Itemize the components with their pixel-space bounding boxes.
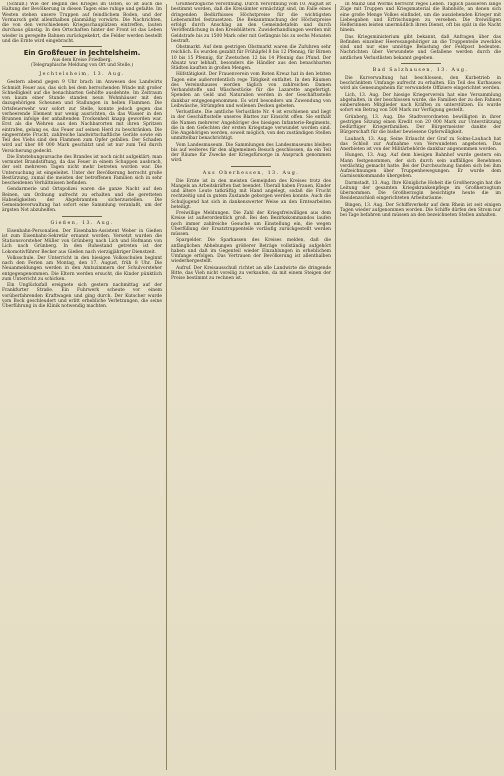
paragraph: Volksschule. Der Unterricht in den hiesigen Volksschulen beginnt nach den Ferien am Montag, den 17. August, früh 8 Uhr. Die Neuanmeldungen werden in den Amtszimmern der Schulvorsteher entgegengenommen. Die Eltern werden ersucht, die Kinder pünktlich zum Unterricht zu schicken.: [2, 255, 162, 282]
paragraph: Gestern abend gegen 9 Uhr brach im Anwesen des Landwirts Schmidt Feuer aus, das sich bei dem herrschenden Winde mit großer Schnelligkeit auf die benachbarten Gehöfte ausdehnte. Im Zeitraum von kaum einer Stunde standen neun Wohnhäuser mit den dazugehörigen Scheunen und Stallungen in hellen Flammen. Die Ortsfeuerwehr war sofort zur Stelle, konnte jedoch gegen das verheerende Element nur wenig ausrichten, da das Wasser in den Brunnen infolge der anhaltenden Trockenheit knapp geworden war. Erst als die Wehren aus den Nachbarorten mit ihren Spritzen eintrafen, gelang es, das Feuer auf seinen Herd zu beschränken. Die eingeerntete Frucht, zahlreiche landwirtschaftliche Geräte sowie ein Teil des Viehs sind den Flammen zum Opfer gefallen. Der Schaden wird auf über 80 000 Mark geschätzt und ist nur zum Teil durch Versicherung gedeckt.: [2, 80, 162, 154]
dateline: Gießen, 13. Aug.: [50, 220, 114, 226]
paragraph: Das Kriegsministerium gibt bekannt, daß Anfragen über das Befinden einzelner Heeresangehöriger an die Truppenteile zwecklos sind und nur eine unnötige Belastung der Feldpost bedeuten. Nachrichten über Verwundete und Gefallene werden durch die amtlichen Verlustlisten bekannt gegeben.: [340, 34, 501, 61]
article-subheading: Aus dem Kreise Friedberg.: [52, 58, 112, 63]
paragraph: Ein Unglücksfall ereignete sich gestern nachmittag auf der Frankfurter Straße. Ein Fuhrwerk scheute vor einem vorüberfahrenden Kraftwagen und ging durch. Der Kutscher wurde vom Bock geschleudert und erlitt erhebliche Verletzungen, die seine Überführung in die Klinik notwendig machten.: [2, 283, 162, 310]
column-2: [171, 2, 331, 772]
paragraph: Gendarmerie und Ortspolizei waren die ganze Nacht auf den Beinen, um Ordnung aufrecht zu erhalten und die geretteten Habseligkeiten der Abgebrannten sicherzustellen. Die Gemeindeverwaltung hat sofort eine Sammlung veranlaßt, um der ärgsten Not abzuhelfen.: [2, 187, 162, 214]
paragraph: In Mainz und Worms herrscht reges Leben. Täglich passieren lange Züge mit Truppen und Kriegsmaterial die Bahnhöfe, an denen sich eine große Menge Volkes einfindet, um die ausziehenden Krieger mit Liebesgaben und Erfrischungen zu versehen. Die freiwilligen Helferinnen leisten unermüdlich ihren Dienst, oft bis spät in die Nacht hinein.: [340, 2, 501, 34]
paragraph: Großherzogliche Verordnung. Durch Verordnung vom 10. August ist bestimmt worden, daß die Kreisämter ermächtigt sind, im Falle eines dringenden Bedürfnisses Höchstpreise für die wichtigsten Lebensmittel festzusetzen. Die Bekanntmachung der Höchstpreise erfolgt durch Anschlag an den Gemeindetafeln und durch Veröffentlichung in den Kreisblättern. Zuwiderhandlungen werden mit Geldstrafe bis zu 1500 Mark oder mit Gefängnis bis zu sechs Monaten bestraft.: [171, 2, 331, 44]
paragraph: Die Entstehungsursache des Brandes ist noch nicht aufgeklärt; man vermutet Brandstiftung, da das Feuer in einem Schuppen ausbrach, der seit mehreren Tagen nicht mehr betreten worden war. Die Untersuchung ist eingeleitet. Unter der Bevölkerung herrscht große Bestürzung, zumal die meisten der betroffenen Familien sich in sehr bescheidenen Verhältnissen befinden.: [2, 154, 162, 187]
divider: [231, 166, 271, 167]
dateline: Jechtelsheim, 13. Aug.: [39, 72, 125, 78]
divider: [62, 46, 102, 47]
paragraph: Spargelder. Die Sparkassen des Kreises melden, daß die anfänglichen Abhebungen größerer Beträge vollständig aufgehört haben und daß im Gegenteil wieder Einzahlungen in erheblichem Umfange erfolgen. Das Vertrauen der Bevölkerung ist allenthalben wiederhergestellt.: [171, 238, 331, 265]
paragraph: Bingen, 13. Aug. Der Schiffsverkehr auf dem Rhein ist seit einigen Tagen wieder aufgenommen worden. Die Schiffe dürfen den Strom nur bei Tage befahren und müssen an den bezeichneten Stellen anhalten.: [340, 202, 501, 218]
paragraph: Die Ernte ist in den meisten Gemeinden des Kreises trotz des Mangels an Arbeitskräften fast beendet. Überall haben Frauen, Kinder und ältere Leute tatkräftig mit Hand angelegt, sodaß die Frucht rechtzeitig und in gutem Zustande geborgen werden konnte. Auch die Schuljugend hat sich in dankenswerter Weise an den Erntearbeiten beteiligt.: [171, 178, 331, 210]
paragraph: Lich, 13. Aug. Der hiesige Kriegerverein hat eine Versammlung abgehalten, in der beschlossen wurde, die Familien der zu den Fahnen einberufenen Mitglieder nach Kräften zu unterstützen. Es wurde sofort ein Betrag von 500 Mark zur Verfügung gestellt.: [340, 92, 501, 114]
paragraph: Hilfstätigkeit. Der Frauenverein vom Roten Kreuz hat in den letzten Tagen eine außerordentlich rege Tätigkeit entfaltet. In den Räumen des Vereinshauses werden täglich von zahlreichen Damen Verbandstoffe und Wäschestücke für die Lazarette angefertigt. Spenden an Geld und Naturalien werden in der Geschäftsstelle dankbar entgegengenommen. Es wird besonders um Zuwendung von Leibwäsche, Strümpfen und wollenen Decken gebeten.: [171, 72, 331, 109]
paragraph: Vom Landesmuseum. Die Sammlungen des Landesmuseums bleiben bis auf weiteres für den allgemeinen Besuch geschlossen, da ein Teil der Räume für Zwecke der Kriegsfürsorge in Anspruch genommen wird.: [171, 142, 331, 164]
divider: [62, 216, 102, 217]
column-3: [340, 2, 501, 772]
paragraph: Hungen, 13. Aug. Auf dem hiesigen Bahnhof wurde gestern ein Mann festgenommen, der sich durch sein auffälliges Benehmen verdächtig gemacht hatte. Bei der Durchsuchung fanden sich bei ihm Aufzeichnungen über Truppenbewegungen. Er wurde dem Garnisonkommando übergeben.: [340, 153, 501, 180]
paragraph: Darmstadt, 13. Aug. Ihre Königliche Hoheit die Großherzogin hat die Leitung der gesamten Kriegskrankenpflege im Großherzogtum übernommen. Die Großherzogin besichtigte heute die im Residenzschloß eingerichteten Arbeitsräume.: [340, 180, 501, 202]
column-rule: [166, 4, 167, 770]
article-continued: (Schluß.) Wie der Beginn des Krieges im Osten, so ist auch die Haltung der Bevölkerung in diesen Tagen eine ruhige und gefaßte. Im Westen stehen unsere Truppen auf feindlichem Boden, und der Vormarsch geht allenthalben planmäßig vorwärts. Die Nachrichten, die von den verschiedenen Kriegsschauplätzen eintreffen, lauten durchaus günstig. In den Ortschaften hinter der Front ist das Leben wieder in geregelte Bahnen zurückgekehrt, die Felder werden bestellt und die Ernte wird eingebracht.: [2, 2, 162, 44]
paragraph: Aufruf. Der Kreisausschuß richtet an alle Landwirte die dringende Bitte, das Vieh nicht voreilig zu verkaufen, da mit einem Steigen der Preise bestimmt zu rechnen ist.: [171, 265, 331, 281]
paragraph: Obstmarkt. Auf dem gestrigen Obstmarkt waren die Zufuhren sehr reichlich. Es wurden gezahlt für Frühäpfel 8 bis 12 Pfennig, für Birnen 10 bis 15 Pfennig, für Zwetschen 12 bis 14 Pfennig das Pfund. Der Absatz war lebhaft, besonders die Händler aus den benachbarten Städten kauften in großen Mengen.: [171, 45, 331, 71]
divider: [401, 63, 441, 64]
paragraph: Die Kurverwaltung hat beschlossen, den Kurbetrieb in beschränktem Umfange aufrecht zu erhalten. Ein Teil des Kurhauses wird als Genesungsheim für verwundete Offiziere eingerichtet werden.: [340, 75, 501, 92]
article-subheading-note: (Telegraphische Meldung von Ort und Stelle.): [30, 63, 134, 69]
column-1: [2, 2, 162, 772]
column-rule: [335, 4, 336, 770]
paragraph: Laubach, 13. Aug. Seine Erlaucht der Graf zu Solms-Laubach hat das Schloß zur Aufnahme von Verwundeten angeboten. Das Anerbieten ist von der Militärbehörde dankbar angenommen worden.: [340, 136, 501, 152]
paragraph: Freiwillige Meldungen. Die Zahl der Kriegsfreiwilligen aus dem Kreise ist außerordentlich groß. Bei den Bezirkskommandos laufen noch immer zahlreiche Gesuche um Einstellung ein, die wegen Überfüllung der Ersatztruppenteile vorläufig zurückgestellt werden müssen.: [171, 211, 331, 237]
paragraph: Grünberg, 13. Aug. Die Stadtverordneten bewilligten in ihrer gestrigen Sitzung einen Kredit von 20 000 Mark zur Unterstützung bedürftiger Kriegerfamilien. Der Bürgermeister dankte der Bürgerschaft für die bisher bewiesene Opferwilligkeit.: [340, 114, 501, 136]
paragraph: Verlustliste. Die amtliche Verlustliste Nr. 4 ist erschienen und liegt in der Geschäftsstelle unseres Blattes zur Einsicht offen. Sie enthält die Namen mehrerer Angehöriger des hiesigen Infanterie-Regiments, die in den Gefechten der ersten Kriegstage verwundet worden sind. Die Angehörigen werden, soweit möglich, von den zuständigen Stellen unmittelbar benachrichtigt.: [171, 110, 331, 142]
dateline: Bad Salzhausen, 13. Aug.: [372, 67, 469, 73]
dateline: Aus Oberhessen, 13. Aug.: [202, 170, 300, 176]
article-heading: Ein Großfeuer in Jechtelsheim.: [23, 49, 141, 57]
paragraph: Eisenbahn-Personalien. Der Eisenbahn-Assistent Weber in Gießen ist zum Eisenbahn-Sekretär ernannt worden. Versetzt wurden die Stationsvorsteher Müller von Grünberg nach Lich und Hofmann von Lich nach Grünberg. In den Ruhestand getreten ist der Lokomotivführer Becker aus Gießen nach vierzigjähriger Dienstzeit.: [2, 228, 162, 255]
